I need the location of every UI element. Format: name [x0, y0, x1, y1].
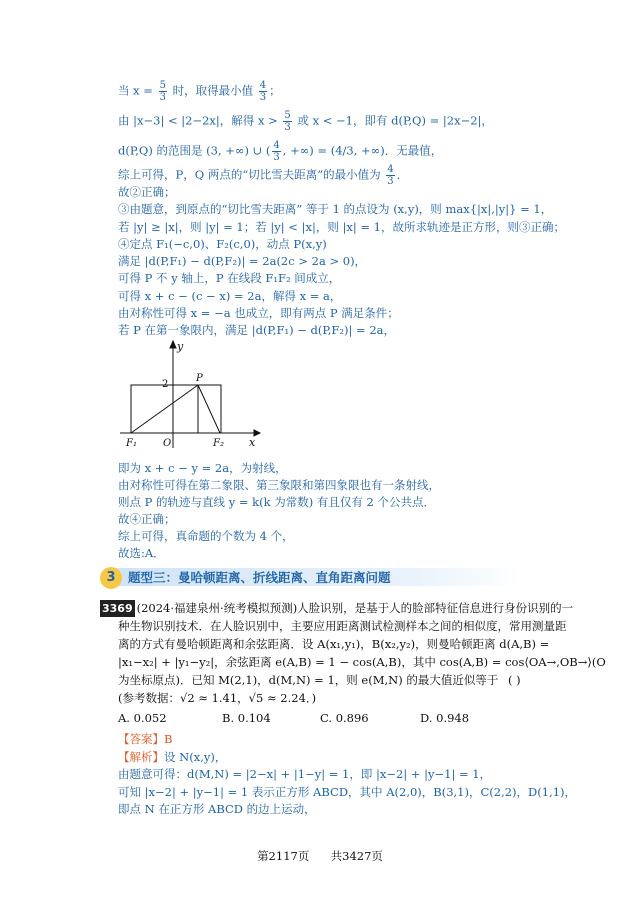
problem-line-5: 为坐标原点)．已知 M(2,1)，d(M,N) = 1，则 e(M,N) 的最大值近似等于	[118, 673, 499, 687]
segment-f1-p	[131, 385, 198, 433]
solution-line-18: 综上可得，真命题的个数为 4 个，	[118, 529, 294, 543]
option-d: D. 0.948	[420, 711, 470, 725]
analysis-line-3: 可知 |x−2| + |y−1| = 1 表示正方形 ABCD，其中 A(2,0)，B(3,1)，C(2,2)，D(1,1)，	[118, 785, 577, 799]
y-axis-arrow	[170, 341, 176, 348]
analysis-tag: 【解析】	[118, 750, 164, 764]
option-c: C. 0.896	[320, 711, 369, 725]
page-footer	[0, 848, 640, 864]
solution-line-8: ④定点 F₁(−c,0)、F₂(c,0)，动点 P(x,y)	[118, 237, 327, 251]
answer-line	[118, 731, 172, 747]
analysis-line-4: 即点 N 在正方形 ABCD 的边上运动，	[118, 802, 316, 816]
solution-line-5: 故②正确；	[118, 185, 176, 199]
answer-tag: 【答案】	[118, 732, 164, 746]
solution-line-2: 由 |x−3| < |2−2x|，解得 x > $\frac{5}{3}$ 或 x < −1，即有 d(P,Q) = |2x−2|，	[118, 110, 493, 133]
fraction: $\frac{4}{3}$	[273, 140, 280, 163]
fraction: $\frac{4}{3}$	[259, 80, 267, 103]
p-label: P	[196, 373, 203, 384]
problem-line-1: 3369 (2024·福建泉州·统考模拟预测)人脸识别，是基于人的脸部特征信息进行身份识别的一	[102, 601, 574, 615]
solution-line-17: 故④正确；	[118, 512, 176, 526]
solution-line-12: 由对称性可得 x = −a 也成立，即有两点 P 满足条件；	[118, 306, 399, 320]
fraction: $\frac{4}{3}$	[387, 164, 394, 187]
rectangle	[131, 385, 221, 433]
problem-number: 3369	[102, 602, 133, 615]
answer-letter: B	[164, 732, 173, 746]
problem-line-2: 种生物识别技术．在人脸识别中，主要应用距离测试检测样本之间的相似度，常用测量距	[118, 619, 567, 633]
solution-line-9: 满足 |d(P,F₁) − d(P,F₂)| = 2a(2c > 2a > 0)，	[118, 254, 367, 268]
solution-line-11: 可得 x + c − (c − x) = 2a，解得 x = a，	[118, 289, 342, 303]
fraction: $\frac{5}{3}$	[159, 80, 166, 103]
solution-line-13: 若 P 在第一象限内，满足 |d(P,F₁) − d(P,F₂)| = 2a，	[118, 323, 395, 337]
problem-line-4: |x₁−x₂| + |y₁−y₂|，余弦距离 e(A,B) = 1 − cos(A,B)，其中 cos(A,B) = cos⟨OA→,OB→⟩(O	[118, 655, 606, 669]
answer-paren: ( )	[508, 673, 521, 687]
solution-line-19: 故选:A．	[118, 546, 165, 560]
problem-line-3: 离的方式有曼哈顿距离和余弦距离．设 A(x₁,y₁)，B(x₂,y₂)，则曼哈顿距离 d(A,B) =	[118, 637, 550, 651]
solution-line-3: d(P,Q) 的范围是 (3, +∞) ∪ ( $\frac{4}{3}$ , +∞) = (4/3, +∞)．无最值，	[118, 140, 443, 163]
x-label: x	[249, 436, 256, 449]
analysis-line-2: 由题意可得：d(M,N) = |2−x| + |1−y| = 1，即 |x−2| + |y−1| = 1，	[118, 767, 492, 781]
solution-line-10: 可得 P 不 y 轴上，P 在线段 F₁F₂ 间成立，	[118, 271, 341, 285]
page-total: 共3427页	[330, 849, 383, 863]
f2-label: F₂	[213, 438, 224, 449]
solution-line-4: 综上可得，P，Q 两点的“切比雪夫距离”的最小值为 $\frac{4}{3}$ ．	[118, 164, 409, 187]
hyperbola-figure	[118, 338, 268, 450]
solution-line-1: 当 x = $\frac{5}{3}$ 时，取得最小值 $\frac{4}{3}$ ；	[118, 80, 281, 103]
segment-p-f2	[198, 385, 220, 433]
section-badge: 3	[100, 567, 122, 589]
y-label: y	[177, 340, 184, 353]
problem-line-6: (参考数据：√2 ≈ 1.41，√5 ≈ 2.24．)	[118, 691, 317, 705]
f1-label: F₁	[126, 438, 137, 449]
fraction: $\frac{5}{3}$	[284, 110, 291, 133]
solution-line-16: 则点 P 的轨迹与直线 y = k(k 为常数) 有且仅有 2 个公共点．	[118, 495, 435, 509]
page-number: 第2117页	[257, 849, 310, 863]
solution-line-14: 即为 x + c − y = 2a，为射线，	[118, 461, 287, 475]
two-label: 2	[162, 379, 169, 390]
analysis-line-1: 【解析】设 N(x,y)，	[118, 750, 227, 764]
solution-line-15: 由对称性可得在第二象限、第三象限和第四象限也有一条射线，	[118, 478, 440, 492]
option-b: B. 0.104	[222, 711, 271, 725]
section-title: 题型三：曼哈顿距离、折线距离、直角距离问题	[128, 570, 391, 585]
solution-line-6: ③由题意，到原点的“切比雪夫距离” 等于 1 的点设为 (x,y)，则 max{|x|,|y|} = 1，	[118, 202, 553, 216]
solution-line-7: 若 |y| ≥ |x|，则 |y| = 1；若 |y| < |x|，则 |x| = 1，故所求轨迹是正方形，则③正确；	[118, 220, 565, 234]
option-a: A. 0.052	[118, 711, 167, 725]
o-label: O	[163, 438, 172, 449]
